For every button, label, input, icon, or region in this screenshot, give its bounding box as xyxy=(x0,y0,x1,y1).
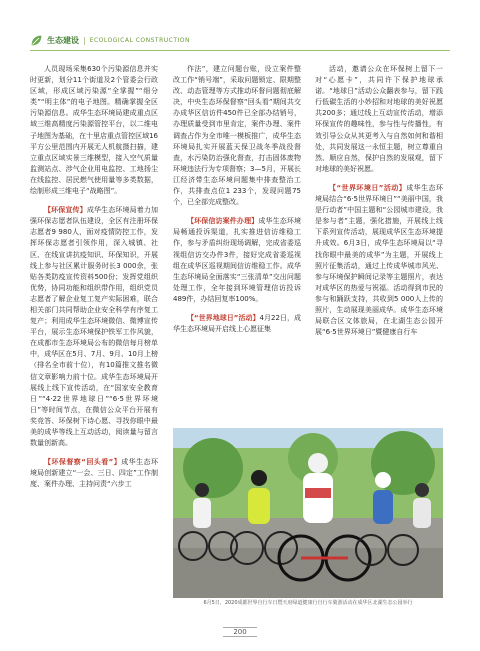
paragraph-earth-day-continued: 活动，邀请公众在环保树上留下一对“心愿卡”，共同许下保护地球承诺。“地球日”活动公众翻表参与，留下践行低碳生活的小妙招和对地球的美好祝愿共200多；通过线上互动宣传活动，增添环保宣传的趣味性，参与性与传播性，有效引导公众从其更考入与自然如何和谐相处，共同发展这一永恒主题，树立尊重自然、顺应自然，保护自然的发展观，留下对地球的美好祝愿。 xyxy=(315,65,443,173)
section-title-english: ECOLOGICAL CONSTRUCTION xyxy=(89,36,190,44)
header-rule xyxy=(30,50,450,51)
paragraph-inspection-lookback: 【环保督察“回头看”】成华生态环境局创新建立“一会、三日、四定”工作制度、案件办理、主持问责“六步工 xyxy=(30,458,158,489)
section-title: 生态建设 xyxy=(47,35,79,45)
paragraph-env-publicity: 【环保宣传】成华生态环境局着力加强环保志愿者队伍建设，全区有注册环保志愿者9 980人，面对疫情防控工作，发挥环保志愿者引领作用，深入城镇、社区、在线宣讲抗疫知识、环保知识，开展线上参与社区累计服务时长3 000余，张贴各类防疫宣传资料500份；发挥党组织优势，协同功能和组织带作用，组织党员志愿者了解企业复工复产实际困难，联合相关部门共同帮助企业安全科学有序复工复产；利用成华生态环境微信、微博宣传平台，展示生态环境保护铁军工作风貌，在成都市生态环境局公布的微信每月榜单中，成华区在5月、7月、9月、10月上榜（排名全市前十位），有10篇推文推名微信文章影响力前十位。成华生态环境局开展线上线下宣传活动，在“国家安全教育日”“4·22世界地球日”“6·5世界环境日”等时间节点，在微信公众平台开展有奖竞答、环保树下诗心愿、寻找你眼中最美的成华等线上互动活动，阅读量与留言数量创新高。 xyxy=(30,206,159,448)
cycling-event-photo xyxy=(173,428,443,598)
section-tag-environment-day: 【“世界环境日”活动】 xyxy=(329,183,407,192)
photo-caption: 6月5日，2020成都世界自行车日暨天府绿道健康行自行车骑游活动在成华区北湖生态公园举行 xyxy=(203,600,413,606)
page-header xyxy=(30,32,190,48)
text-column-2 xyxy=(173,64,301,335)
paragraph-pollution-map: 人员现场采集630个污染源信息并实时更新，划分11个街道及2个管委会行政区域，形成区域污染源“全掌握”“细分类”“明主体”的电子地图。精确掌握全区污染源信息。成华生态环境局建成重点区域三维高精度污染源管控平台，以二维电子地图为基础，在十里店重点管控区域16平方公里范围内开展无人机航摄扫描，建立重点区域实景三维模型，接入空气质量监测站点、涉气企业用电监控、工地扬尘在线监控、居民燃气使用量等多类数据，绘制形成三维电子“战略图”。 xyxy=(30,65,158,196)
cyclists-illustration xyxy=(173,428,443,598)
paragraph-inspection-continued: 作法”，建立问题台账，设立案件整改工作“销号端”，采取问题锁定、限期整改、动态管理等方式推动环督问题彻底解决，中央生态环保督察“回头看”期间共交办成华区信访件450件已全部办结销号，办理质量受到市里肯定，案件办理、案件调查占作为全市唯一模板推广，成华生态环境局扎实开展蓝天保卫战冬季战役督查，水污染防治强化督查，打击固体废物环境违法行为专项督察；3—5月，开展长江经济带生态环境问题集中排查整治工作，共排查点位1 233个，发现问题75个，已全部完成整改。 xyxy=(173,65,301,207)
section-tag-petition: 【环保信访案件办理】 xyxy=(187,217,259,226)
header-separator: | xyxy=(83,35,86,45)
paragraph-environment-day: 【“世界环境日”活动】成华生态环境局结合“6·5世界环境日”“美丽中国，我是行动者”中国主题和“公园城市建设，我是参与者”主题，强化措施，开展线上线下系列宣传活动，展现成华区生态环境提升成效。6月3日，成华生态环境局以“寻找你眼中最美的成华”为主题，开展线上照片征集活动，通过上传成华城市风光、参与环境保护瞬间记录等主题照片，表达对成华区的热爱与祝福。活动得到市民的参与和踊跃支持，共收到5 000人上传的照片，生动展现美丽成华。成华生态环境局联合区文体旅局，在北湖生态公园开展“6·5世界环境日”暨健康自行车 xyxy=(315,183,443,337)
page-number: 200 xyxy=(0,628,480,636)
text-column-1 xyxy=(30,64,158,490)
leaf-icon xyxy=(30,34,43,47)
section-tag-publicity: 【环保宣传】 xyxy=(44,206,87,215)
section-tag-earth-day: 【“世界地球日”活动】 xyxy=(187,313,260,322)
text-column-3 xyxy=(315,64,443,338)
section-tag-inspection: 【环保督察“回头看”】 xyxy=(44,458,122,467)
paragraph-earth-day: 【“世界地球日”活动】4月22日，成华生态环境局开启线上心愿征集 xyxy=(173,313,301,334)
paragraph-petition-cases: 【环保信访案件办理】成华生态环境局畅通投诉渠道，扎实推进信访维稳工作，参与矛盾纠纷现场调解，完成省委巡视组信访交办件3件，接好完成省委巡视组在成华区巡视期间信访维稳工作。成华生态环境局全面落实“三张清单”交出问题处理工作，全年接到环境管理信访投诉489件，办结回复率100%。 xyxy=(173,217,302,303)
